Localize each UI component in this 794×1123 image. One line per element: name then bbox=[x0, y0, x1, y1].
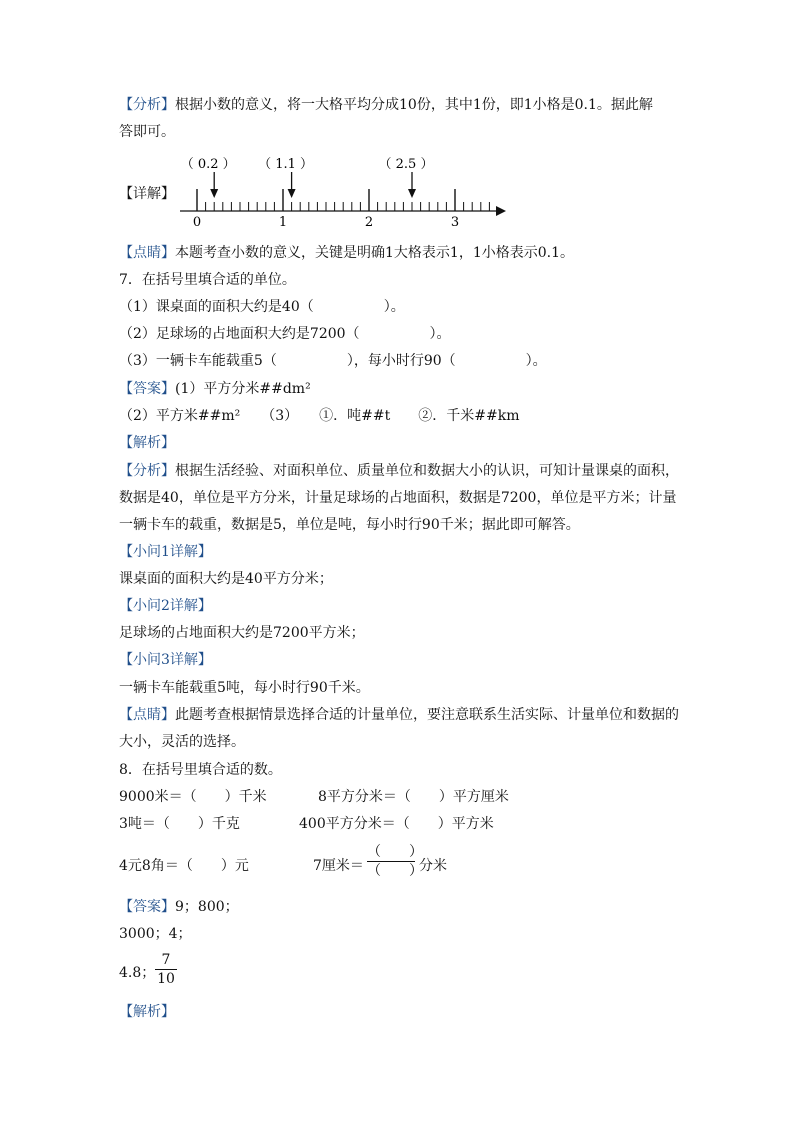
q7-analysis-line3: 一辆卡车的载重，数据是5，单位是吨，每小时行90千米；据此即可解答。 bbox=[119, 517, 580, 533]
q8-row3-right-prefix: 7厘米＝ bbox=[313, 858, 364, 874]
q8-row2-left: 3吨＝（ ）千克 bbox=[119, 816, 240, 832]
q8-row1-left: 9000米＝（ ）千米 bbox=[119, 789, 267, 805]
q7-item-1: （1）课桌面的面积大约是40（ ）。 bbox=[119, 299, 405, 315]
q8-row3-left: 4元8角＝（ ）元 bbox=[119, 858, 249, 874]
number-line-diagram bbox=[170, 150, 520, 232]
q7-answer-line2: （2）平方米##m² （3） ①．吨##t ②．千米##km bbox=[119, 408, 520, 424]
q7-sub2-text: 足球场的占地面积大约是7200平方米； bbox=[119, 625, 365, 641]
q8-row1-right: 8平方分米＝（ ）平方厘米 bbox=[318, 789, 509, 805]
q7-item-2: （2）足球场的占地面积大约是7200（ ）。 bbox=[119, 326, 451, 342]
q7-sub1-text: 课桌面的面积大约是40平方分米； bbox=[119, 571, 333, 587]
q6-point-line: 【点睛】本题考查小数的意义，关键是明确1大格表示1，1小格表示0.1。 bbox=[119, 245, 574, 261]
point-arrowhead bbox=[210, 189, 218, 198]
q6-analysis-line1: 【分析】根据小数的意义，将一大格平均分成10份，其中1份，即1小格是0.1。据此解 bbox=[119, 97, 653, 113]
number-line-tick-labels bbox=[193, 215, 459, 230]
q7-analysis-line1: 【分析】根据生活经验、对面积单位、质量单位和数据大小的认识，可知计量课桌的面积， bbox=[119, 463, 679, 479]
tick-label: 0 bbox=[192, 215, 202, 230]
analysis-tag: 【分析】 bbox=[119, 463, 175, 479]
q6-detail-tag: 【详解】 bbox=[119, 186, 175, 202]
q6-analysis-line2: 答即可。 bbox=[119, 124, 175, 140]
q8-answer-line1: 【答案】9；800； bbox=[119, 899, 239, 915]
fraction-denominator: 10 bbox=[157, 971, 175, 987]
analysis-tag: 【分析】 bbox=[119, 97, 175, 113]
point-arrowhead bbox=[408, 189, 416, 198]
point-label: （ 1.1 ） bbox=[258, 157, 314, 172]
q7-answer-line1: 【答案】(1）平方分米##dm² bbox=[119, 381, 311, 397]
q7-jiexi-tag: 【解析】 bbox=[119, 435, 175, 451]
q7-point-line2: 大小，灵活的选择。 bbox=[119, 734, 245, 750]
number-line-point-labels bbox=[181, 157, 434, 198]
tick-label: 3 bbox=[450, 215, 460, 230]
q8-row2-right: 400平方分米＝（ ）平方米 bbox=[299, 816, 494, 832]
number-line-ticks bbox=[197, 189, 489, 211]
q7-point-line1: 【点睛】此题考查根据情景选择合适的计量单位，要注意联系生活实际、计量单位和数据的 bbox=[119, 707, 679, 723]
q7-sub3-text: 一辆卡车能载重5吨，每小时行90千米。 bbox=[119, 680, 370, 696]
point-tag: 【点睛】 bbox=[119, 245, 175, 261]
fraction-numerator: 7 bbox=[161, 952, 171, 968]
q8-title: 8．在括号里填合适的数。 bbox=[119, 762, 282, 778]
tick-label: 2 bbox=[364, 215, 374, 230]
q8-answer-line2: 3000；4； bbox=[119, 926, 192, 942]
q8-row3-fraction bbox=[367, 843, 423, 880]
q7-item-3: （3）一辆卡车能载重5（ ），每小时行90（ ）。 bbox=[119, 353, 547, 369]
q7-sub1-tag: 【小问1详解】 bbox=[119, 544, 212, 560]
q7-title: 7．在括号里填合适的单位。 bbox=[119, 272, 296, 288]
point-label: （ 2.5 ） bbox=[378, 157, 434, 172]
number-line-arrowhead bbox=[496, 206, 506, 216]
q8-jiexi-tag: 【解析】 bbox=[119, 1004, 175, 1020]
fraction-numerator: （ ） bbox=[367, 844, 423, 860]
q8-row3-right-suffix: 分米 bbox=[419, 858, 447, 874]
tick-label: 1 bbox=[278, 215, 288, 230]
q8-answer-fraction bbox=[155, 951, 177, 988]
q7-sub2-tag: 【小问2详解】 bbox=[119, 598, 212, 614]
q7-analysis-line2: 数据是40，单位是平方分米，计量足球场的占地面积，数据是7200，单位是平方米；计量 bbox=[119, 490, 677, 506]
q7-sub3-tag: 【小问3详解】 bbox=[119, 652, 212, 668]
q8-answer-line3-prefix: 4.8； bbox=[119, 965, 156, 981]
point-label: （ 0.2 ） bbox=[180, 157, 236, 172]
answer-tag: 【答案】 bbox=[119, 899, 175, 915]
point-tag: 【点睛】 bbox=[119, 707, 175, 723]
point-arrowhead bbox=[288, 189, 296, 198]
answer-tag: 【答案】 bbox=[119, 381, 175, 397]
fraction-denominator: （ ） bbox=[367, 863, 423, 879]
